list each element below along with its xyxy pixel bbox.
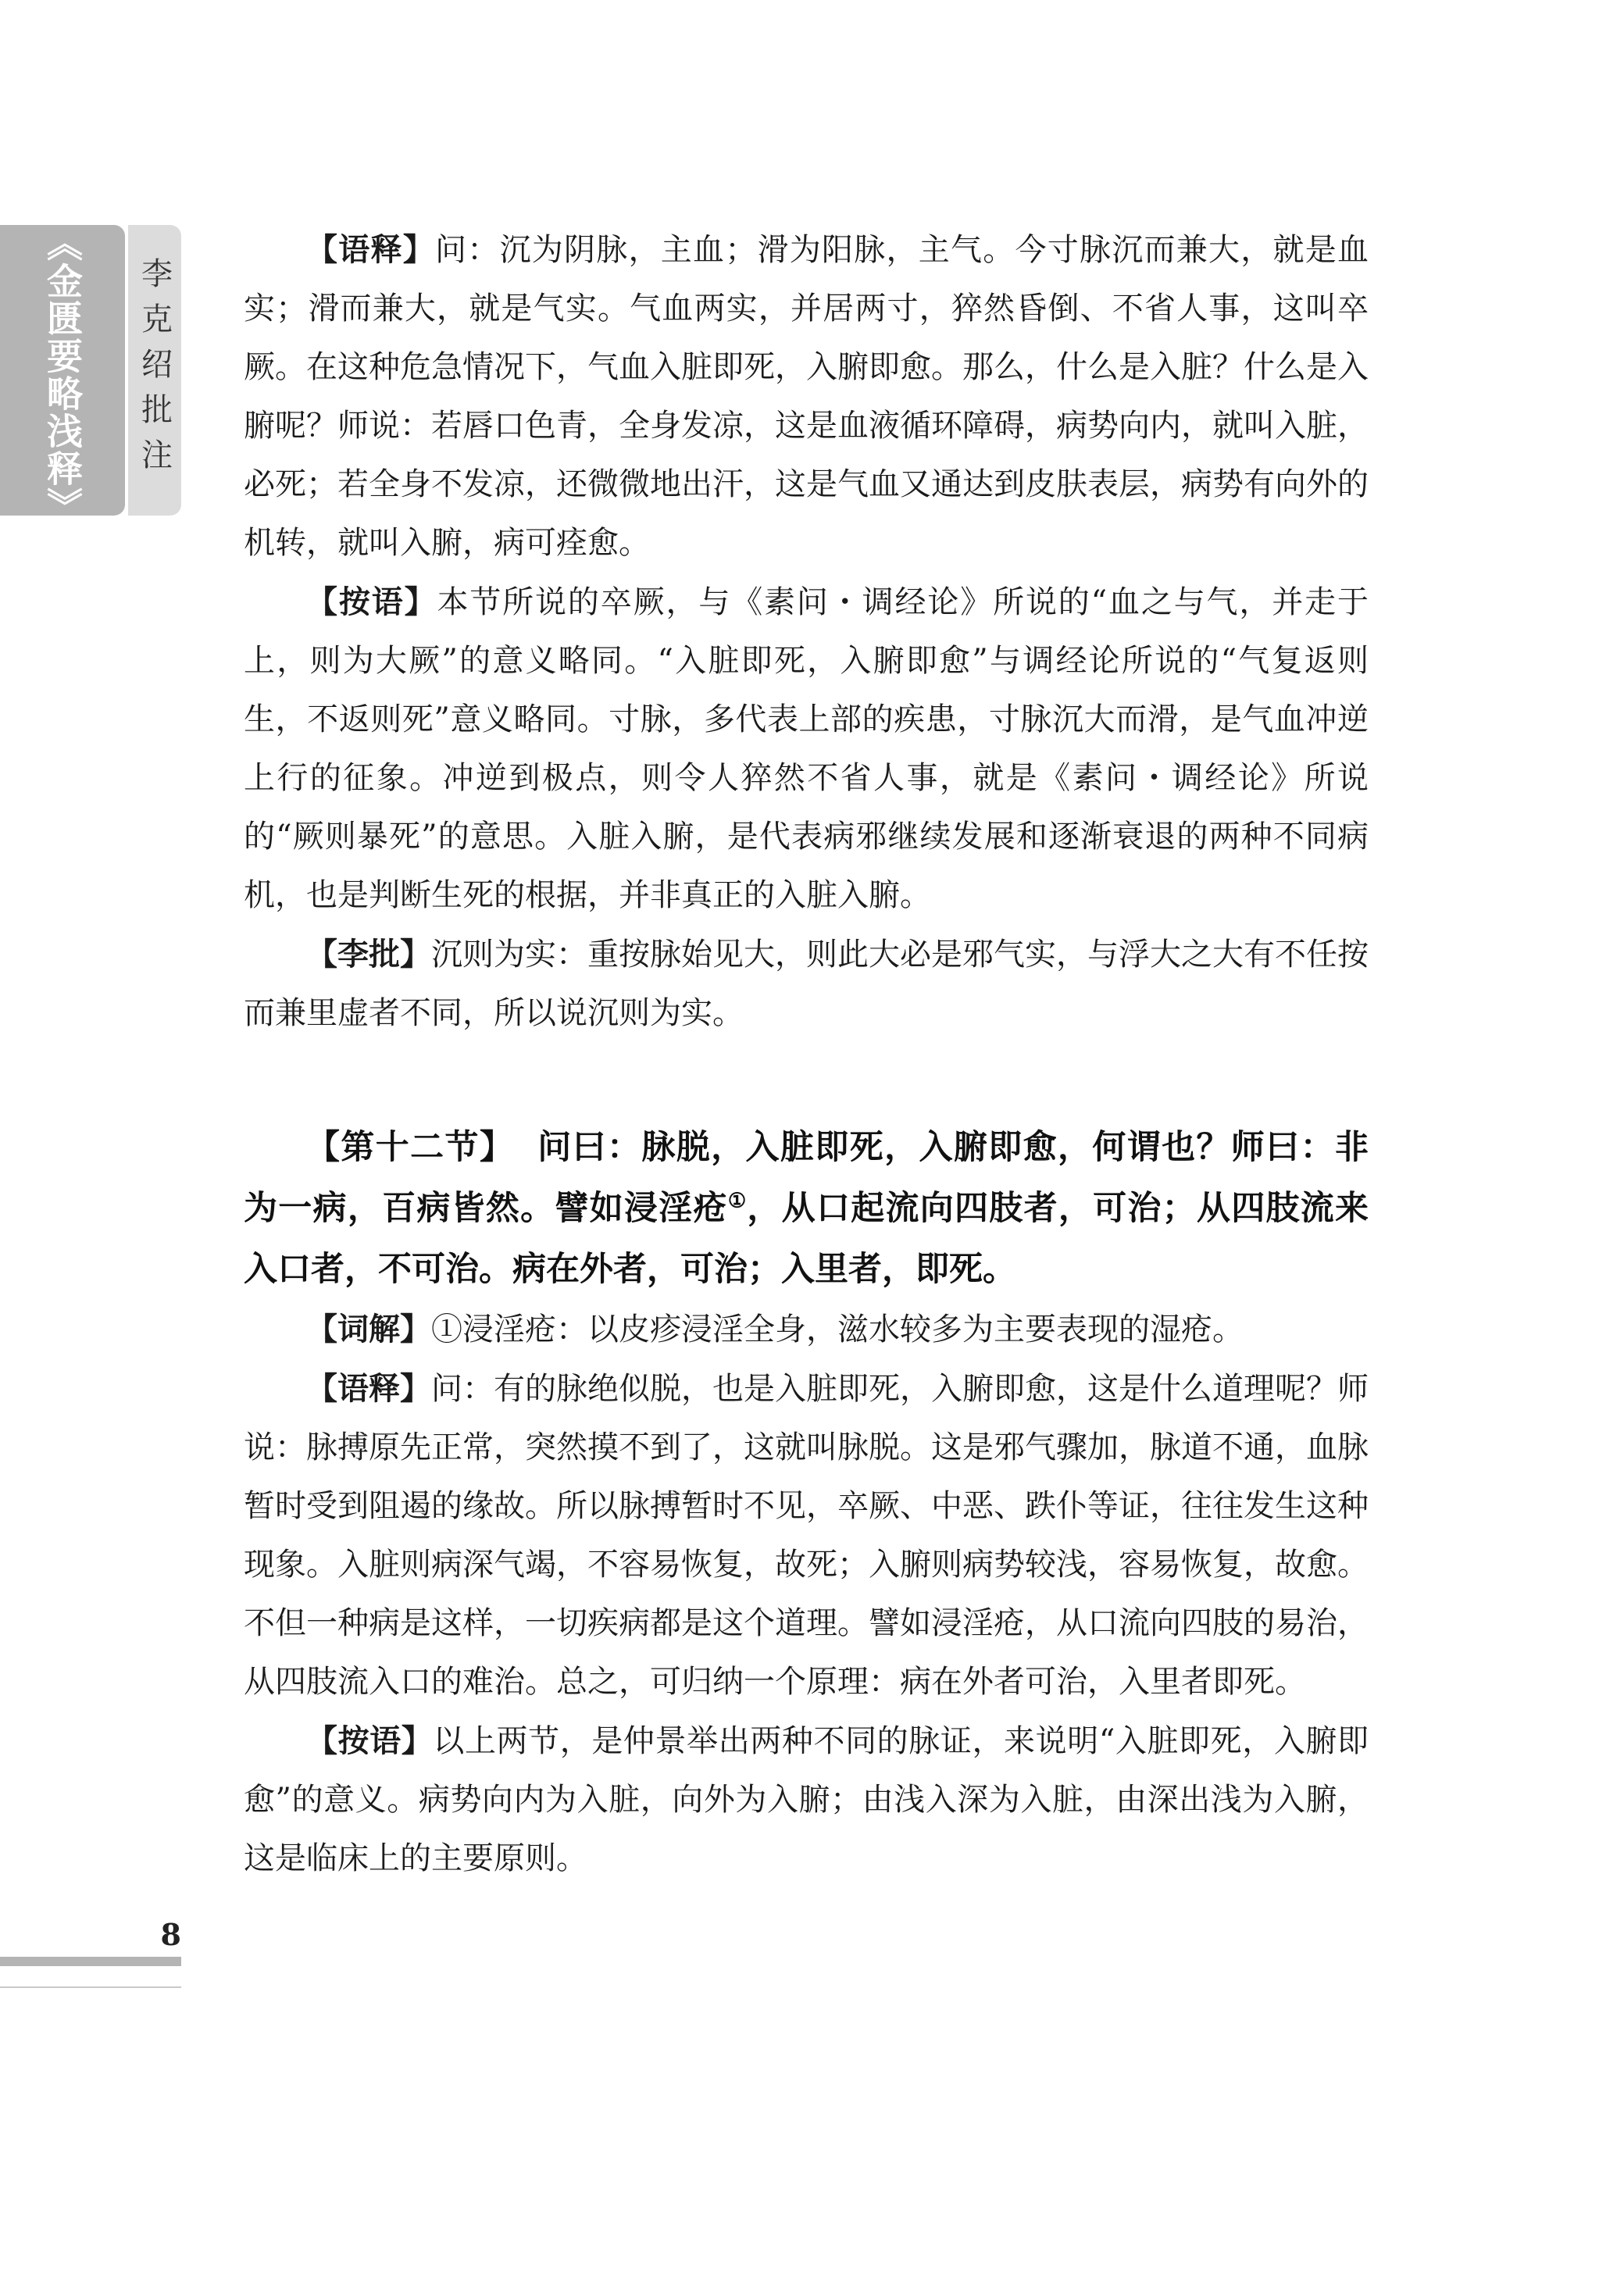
anyu-text: 本节所说的卒厥，与《素问・调经论》所说的“血之与气，并走于上，则为大厥”的意义略同。“入脏即死，入腑即愈”与调经论所说的“气复返则生，不返则死”意义略同。寸脉，多代表上部的疾患，寸脉沉大而滑，是气血冲逆上行的征象。冲逆到极点，则令人猝然不省人事，就是《素问・调经论》所说的“厥则暴死”的意思。入脏入腑，是代表病邪继续发展和逐渐衰退的两种不同病机，也是判断生死的根据，并非真正的入脏入腑。	[244, 584, 1369, 913]
anyu-label: 【按语】	[306, 584, 437, 620]
yushi-text: 问：沉为阴脉，主血；滑为阳脉，主气。今寸脉沉而兼大，就是血实；滑而兼大，就是气实。气血两实，并居两寸，猝然昏倒、不省人事，这叫卒厥。在这种危急情况下，气血入脏即死，入腑即愈。那么，什么是入脏？什么是入腑呢？师说：若唇口色青，全身发凉，这是血液循环障碍，病势向内，就叫入脏，必死；若全身不发凉，还微微地出汗，这是气血又通达到皮肤表层，病势有向外的机转，就叫入腑，病可痊愈。	[244, 232, 1369, 561]
book-title: 《金匮要略浅释》	[41, 225, 84, 525]
yushi-text-2: 问：有的脉绝似脱，也是入脏即死，入腑即愈，这是什么道理呢？师说：脉搏原先正常，突然摸不到了，这就叫脉脱。这是邪气骤加，脉道不通，血脉暂时受到阻遏的缘故。所以脉搏暂时不见，卒厥、中恶、跌仆等证，往往发生这种现象。入脏则病深气竭，不容易恢复，故死；入腑则病势较浅，容易恢复，故愈。不但一种病是这样，一切疾病都是这个道理。譬如浸淫疮，从口流向四肢的易治，从四肢流入口的难治。总之，可归纳一个原理：病在外者可治，入里者即死。	[244, 1371, 1369, 1700]
section-twelve-original-text	[244, 1117, 1369, 1300]
footnote-marker: ①	[727, 1189, 748, 1213]
author-tab	[128, 225, 181, 516]
paragraph-yushi-2	[244, 1359, 1369, 1711]
paragraph-anyu-2	[244, 1711, 1369, 1888]
paragraph-lipi	[244, 925, 1369, 1043]
lipi-label: 【李批】	[306, 936, 431, 973]
section-heading: 【第十二节】	[306, 1128, 515, 1167]
footer-rule	[0, 1986, 181, 1988]
page-number: 8	[160, 1917, 181, 1952]
footer-bar	[0, 1957, 181, 1966]
page-content	[244, 220, 1369, 1888]
paragraph-cijie	[244, 1300, 1369, 1359]
cijie-label: 【词解】	[306, 1311, 431, 1347]
cijie-text: ①浸淫疮：以皮疹浸淫全身，滋水较多为主要表现的湿疮。	[431, 1312, 1244, 1347]
book-title-tab	[0, 225, 125, 525]
anyu-text-2: 以上两节，是仲景举出两种不同的脉证，来说明“入脏即死，入腑即愈”的意义。病势向内为入脏，向外为入腑；由浅入深为入脏，由深出浅为入腑，这是临床上的主要原则。	[244, 1723, 1369, 1876]
lipi-text: 沉则为实：重按脉始见大，则此大必是邪气实，与浮大之大有不任按而兼里虚者不同，所以说沉则为实。	[244, 937, 1369, 1031]
anyu-label-2: 【按语】	[306, 1722, 434, 1759]
author-name: 李克绍批注	[136, 257, 173, 484]
original-text-part-a: 问曰：脉脱，入脏即死，入腑即愈，何谓也？师曰：非为一病，百病皆然。譬如浸淫疮	[244, 1128, 1369, 1228]
original-text-part-b: ，从口起流向四肢者，可治；从四肢流来入口者，不可治。病在外者，可治；入里者，即死。	[244, 1189, 1369, 1289]
paragraph-anyu	[244, 573, 1369, 925]
yushi-label-2: 【语释】	[306, 1370, 431, 1407]
side-tab	[0, 225, 181, 525]
paragraph-yushi	[244, 220, 1369, 573]
section-gap	[244, 1043, 1369, 1117]
yushi-label: 【语释】	[306, 231, 435, 268]
